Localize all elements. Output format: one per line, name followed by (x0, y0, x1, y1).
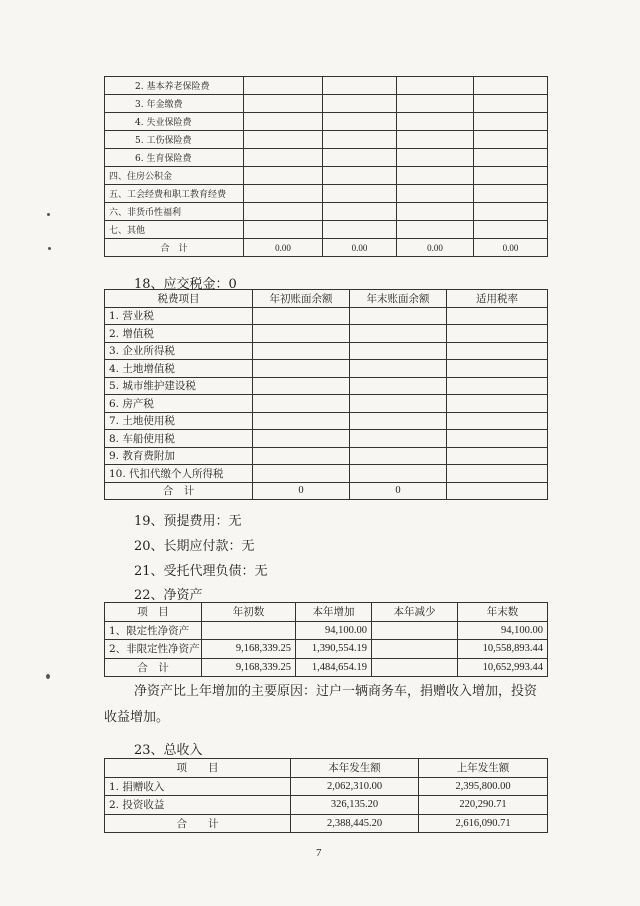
column-header: 本年增加 (296, 603, 372, 622)
previous-value: 220,290.71 (419, 796, 548, 815)
table-cell (350, 465, 447, 483)
total-value: 9,168,339.25 (202, 658, 296, 677)
total-row (105, 658, 548, 677)
table-header-row (105, 290, 548, 308)
table-cell (323, 77, 397, 95)
table-cell (253, 395, 350, 413)
table-cell (474, 221, 548, 239)
table-cell (447, 482, 548, 500)
row-label: 2. 投资收益 (105, 796, 291, 815)
column-header: 税费项目 (105, 290, 253, 308)
table-cell (350, 325, 447, 343)
table-cell (447, 412, 548, 430)
row-label: 1. 捐赠收入 (105, 777, 291, 796)
increase-value: 94,100.00 (296, 621, 372, 640)
scan-mark (47, 213, 50, 216)
table-cell (447, 430, 548, 448)
table-row (105, 621, 548, 640)
table-cell (323, 131, 397, 149)
income-table (104, 758, 548, 833)
end-value: 10,558,893.44 (458, 640, 548, 659)
total-label: 合 计 (105, 658, 202, 677)
table-cell (350, 377, 447, 395)
table-cell (474, 131, 548, 149)
table-row (105, 377, 548, 395)
section-18-heading: 18、应交税金：0 (134, 277, 237, 292)
table-row (105, 149, 548, 167)
scan-mark (46, 674, 50, 679)
table-cell (447, 360, 548, 378)
row-label: 5. 工伤保险费 (105, 131, 244, 149)
table-cell (244, 113, 323, 131)
table-cell (474, 185, 548, 203)
total-value: 0.00 (244, 239, 323, 257)
total-value: 2,388,445.20 (291, 814, 419, 833)
row-label: 4. 失业保险费 (105, 113, 244, 131)
table-cell (350, 360, 447, 378)
table-cell (323, 149, 397, 167)
total-label: 合 计 (105, 814, 291, 833)
table-row (105, 325, 548, 343)
total-row (105, 239, 548, 257)
table-row (105, 342, 548, 360)
table-cell (253, 412, 350, 430)
table-cell (350, 447, 447, 465)
table-row (105, 221, 548, 239)
table-cell (397, 95, 474, 113)
row-label: 3. 企业所得税 (105, 342, 253, 360)
table-cell (350, 430, 447, 448)
scan-mark (48, 247, 51, 250)
table-cell (323, 95, 397, 113)
total-label: 合 计 (105, 239, 244, 257)
row-label: 五、工会经费和职工教育经费 (105, 185, 244, 203)
table-cell (447, 447, 548, 465)
table-cell (253, 430, 350, 448)
table-row (105, 307, 548, 325)
total-row (105, 814, 548, 833)
table-row (105, 185, 548, 203)
table-row (105, 95, 548, 113)
table-cell (474, 113, 548, 131)
row-label: 6. 房产税 (105, 395, 253, 413)
section-19-text: 19、预提费用：无 (134, 514, 242, 529)
total-value: 10,652,993.44 (458, 658, 548, 677)
section-23-heading: 23、总收入 (134, 743, 203, 758)
table-row (105, 777, 548, 796)
row-label: 8. 车船使用税 (105, 430, 253, 448)
table-cell (397, 221, 474, 239)
table-cell (397, 185, 474, 203)
column-header: 项 目 (105, 603, 202, 622)
total-value: 0.00 (397, 239, 474, 257)
table-cell (244, 95, 323, 113)
table-row (105, 796, 548, 815)
table-cell (397, 131, 474, 149)
table-row (105, 360, 548, 378)
column-header: 适用税率 (447, 290, 548, 308)
table-cell (253, 342, 350, 360)
row-label: 六、非货币性福利 (105, 203, 244, 221)
table-cell (397, 77, 474, 95)
row-label: 10. 代扣代缴个人所得税 (105, 465, 253, 483)
table-cell (447, 307, 548, 325)
row-label: 6. 生育保险费 (105, 149, 244, 167)
row-label: 1. 营业税 (105, 307, 253, 325)
table-cell (253, 465, 350, 483)
table-row (105, 395, 548, 413)
current-value: 326,135.20 (291, 796, 419, 815)
start-value: 9,168,339.25 (202, 640, 296, 659)
table-cell (397, 113, 474, 131)
row-label: 七、其他 (105, 221, 244, 239)
column-header: 本年发生额 (291, 759, 419, 778)
column-header: 项 目 (105, 759, 291, 778)
table-header-row (105, 603, 548, 622)
table-cell (244, 221, 323, 239)
table-cell (447, 395, 548, 413)
total-row (105, 482, 548, 500)
table-cell (350, 412, 447, 430)
increase-value: 1,390,554.19 (296, 640, 372, 659)
table-cell (397, 203, 474, 221)
net-assets-table (104, 602, 548, 677)
column-header: 年初数 (202, 603, 296, 622)
table-header-row (105, 759, 548, 778)
total-value: 2,616,090.71 (419, 814, 548, 833)
end-value: 94,100.00 (458, 621, 548, 640)
total-value: 0.00 (323, 239, 397, 257)
total-value: 0.00 (474, 239, 548, 257)
table-row (105, 131, 548, 149)
table-cell (323, 203, 397, 221)
table-cell (474, 77, 548, 95)
table-row (105, 447, 548, 465)
net-assets-note: 净资产比上年增加的主要原因：过户一辆商务车，捐赠收入增加，投资收益增加。 (104, 684, 538, 725)
table-row (105, 167, 548, 185)
table-row (105, 203, 548, 221)
table-cell (474, 95, 548, 113)
start-value (202, 621, 296, 640)
table-cell (253, 307, 350, 325)
row-label: 2. 基本养老保险费 (105, 77, 244, 95)
table-cell (447, 342, 548, 360)
table-cell (350, 307, 447, 325)
table-cell (253, 377, 350, 395)
tax-table (104, 289, 548, 500)
decrease-value (372, 640, 458, 659)
table-cell (474, 149, 548, 167)
row-label: 5. 城市维护建设税 (105, 377, 253, 395)
column-header: 上年发生额 (419, 759, 548, 778)
row-label: 四、住房公积金 (105, 167, 244, 185)
table-cell (447, 325, 548, 343)
row-label: 3. 年金缴费 (105, 95, 244, 113)
benefits-table (104, 76, 548, 257)
decrease-value (372, 621, 458, 640)
row-label: 7. 土地使用税 (105, 412, 253, 430)
table-cell (350, 395, 447, 413)
table-row (105, 640, 548, 659)
table-cell (244, 149, 323, 167)
section-21-text: 21、受托代理负债：无 (134, 564, 268, 579)
table-cell (323, 113, 397, 131)
column-header: 年末账面余额 (350, 290, 447, 308)
total-label: 合 计 (105, 482, 253, 500)
table-cell (244, 131, 323, 149)
table-cell (244, 185, 323, 203)
table-cell (447, 377, 548, 395)
table-row (105, 412, 548, 430)
table-cell (474, 167, 548, 185)
table-cell (253, 325, 350, 343)
table-cell (244, 203, 323, 221)
table-row (105, 77, 548, 95)
total-value: 0 (350, 482, 447, 500)
previous-value: 2,395,800.00 (419, 777, 548, 796)
column-header: 年末数 (458, 603, 548, 622)
table-cell (323, 221, 397, 239)
current-value: 2,062,310.00 (291, 777, 419, 796)
table-cell (253, 360, 350, 378)
table-cell (244, 77, 323, 95)
row-label: 1、限定性净资产 (105, 621, 202, 640)
table-row (105, 465, 548, 483)
page-number: 7 (316, 847, 322, 859)
total-value (372, 658, 458, 677)
table-cell (323, 185, 397, 203)
table-cell (253, 447, 350, 465)
row-label: 2、非限定性净资产 (105, 640, 202, 659)
total-value: 1,484,654.19 (296, 658, 372, 677)
column-header: 年初账面余额 (253, 290, 350, 308)
section-22-heading: 22、净资产 (134, 588, 203, 603)
table-cell (474, 203, 548, 221)
total-value: 0 (253, 482, 350, 500)
section-20-text: 20、长期应付款：无 (134, 539, 255, 554)
table-cell (244, 167, 323, 185)
row-label: 2. 增值税 (105, 325, 253, 343)
table-cell (447, 465, 548, 483)
row-label: 4. 土地增值税 (105, 360, 253, 378)
table-cell (323, 167, 397, 185)
table-row (105, 430, 548, 448)
row-label: 9. 教育费附加 (105, 447, 253, 465)
table-cell (350, 342, 447, 360)
table-cell (397, 149, 474, 167)
column-header: 本年减少 (372, 603, 458, 622)
table-cell (397, 167, 474, 185)
table-row (105, 113, 548, 131)
